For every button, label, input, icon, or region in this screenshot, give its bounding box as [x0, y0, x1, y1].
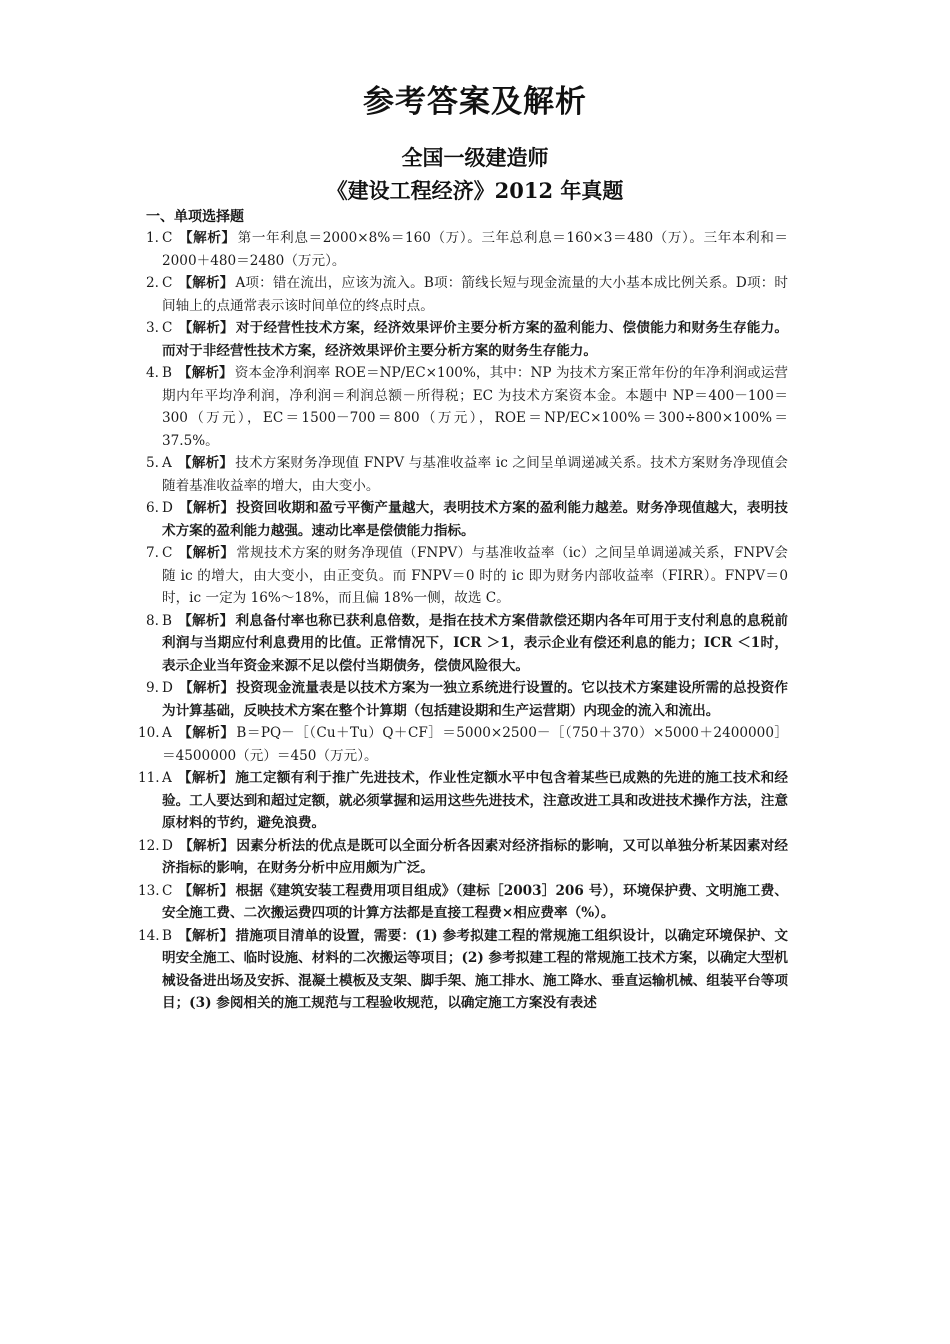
exam-category: 全国一级建造师	[401, 145, 549, 170]
analysis-text: 施工定额有利于推广先进技术，作业性定额水平中包含着某些已成熟的先进的施工技术和经验。工人要达到和超过定额，就必须掌握和运用这些先进技术，注意改进工具和改进技术操作方法，注意原材料的节约，避免浪费。	[162, 770, 789, 831]
analysis-tag: 【解析】	[178, 882, 234, 899]
answer-key: C	[162, 230, 173, 246]
answer-key: B	[162, 365, 172, 381]
answer-item	[146, 610, 788, 678]
answer-item	[146, 497, 788, 542]
answer-key: C	[162, 275, 173, 291]
analysis-tag: 【解析】	[178, 275, 234, 291]
answer-key: B	[162, 612, 172, 629]
answer-item	[138, 722, 788, 767]
answer-item	[146, 542, 788, 610]
analysis-text: 对于经营性技术方案，经济效果评价主要分析方案的盈利能力、偿债能力和财务生存能力。而对于非经营性技术方案，经济效果评价主要分析方案的财务生存能力。	[162, 320, 788, 359]
item-number: 8.	[146, 612, 159, 629]
answer-item	[146, 677, 788, 722]
item-number: 3.	[146, 320, 159, 336]
item-number: 14.	[138, 927, 160, 944]
item-number: 6.	[146, 500, 159, 516]
item-number: 9.	[146, 680, 159, 696]
analysis-text: 利息备付率也称已获利息倍数，是指在技术方案借款偿还期内各年可用于支付利息的息税前利润与当期应付利息费用的比值。正常情况下，ICR ＞1，表示企业有偿还利息的能力；ICR ＜1时，表示企业当年资金来源不足以偿付当期债务，偿债风险很大。	[162, 612, 788, 674]
answer-item	[138, 925, 788, 1015]
section-heading: 一、单项选择题	[146, 209, 244, 225]
answer-key: B	[162, 927, 172, 944]
analysis-tag: 【解析】	[178, 837, 235, 854]
item-number: 1.	[146, 230, 159, 246]
answer-item	[138, 880, 789, 925]
analysis-tag: 【解析】	[178, 500, 235, 516]
analysis-text: 投资回收期和盈亏平衡产量越大，表明技术方案的盈利能力越差。财务净现值越大，表明技术方案的盈利能力越强。速动比率是偿债能力指标。	[162, 500, 789, 539]
item-number: 7.	[146, 545, 159, 561]
answer-item	[146, 452, 788, 497]
answer-key: C	[162, 882, 173, 899]
analysis-text: 根据《建筑安装工程费用项目组成》（建标［2003］206 号），环境保护费、文明施工费、安全施工费、二次搬运费四项的计算方法都是直接工程费×相应费率（%）。	[162, 882, 789, 921]
answer-key: A	[162, 725, 172, 741]
answer-key: A	[162, 770, 172, 786]
analysis-tag: 【解析】	[178, 365, 233, 381]
answer-key: D	[162, 500, 173, 516]
item-number: 2.	[146, 275, 159, 291]
item-number: 12.	[138, 837, 160, 854]
page-title: 参考答案及解析	[363, 84, 587, 120]
item-number: 4.	[146, 365, 159, 381]
answer-key: A	[162, 455, 172, 471]
analysis-tag: 【解析】	[178, 230, 236, 246]
analysis-tag: 【解析】	[177, 455, 234, 471]
analysis-tag: 【解析】	[178, 545, 235, 561]
analysis-text: 技术方案财务净现值 FNPV 与基准收益率 iс 之间呈单调递减关系。技术方案财务净现值会随着基准收益率的增大，由大变小。	[162, 455, 789, 494]
answer-item	[146, 362, 788, 452]
answer-item	[146, 272, 788, 317]
analysis-text: A项：错在流出，应该为流入。B项：箭线长短与现金流量的大小基本成比例关系。D项：时间轴上的点通常表示该时间单位的终点时点。	[162, 275, 789, 314]
item-number: 5.	[146, 455, 159, 471]
analysis-tag: 【解析】	[178, 612, 234, 629]
analysis-text: 资本金净利润率 ROE＝NP/EC×100%，其中：NP 为技术方案正常年份的年净利润或运营期内年平均净利润，净利润＝利润总额－所得税；EC 为技术方案资本金。本题中 NP＝400－100＝300（万元），EC＝1500－700＝800（万元），ROE＝NP/EC×100%＝300÷800×100%＝37.5%。	[162, 365, 789, 449]
analysis-text: 因素分析法的优点是既可以全面分析各因素对经济指标的影响，又可以单独分析某因素对经济指标的影响，在财务分析中应用颇为广泛。	[162, 837, 789, 876]
analysis-text: 措施项目清单的设置，需要：(1) 参考拟建工程的常规施工组织设计，以确定环境保护、文明安全施工、临时设施、材料的二次搬运等项目；(2) 参考拟建工程的常规施工技术方案，以确定大型机械设备进出场及安拆、混凝土模板及支架、脚手架、施工排水、施工降水、垂直运输机械、组装平台等项目；(3) 参阅相关的施工规范与工程验收规范，以确定施工方案没有表述	[162, 927, 788, 1011]
analysis-tag: 【解析】	[178, 320, 234, 336]
item-number: 11.	[138, 770, 160, 786]
answer-key: C	[162, 320, 173, 336]
analysis-tag: 【解析】	[177, 725, 235, 741]
item-number: 13.	[138, 882, 160, 899]
exam-title: 《建设工程经济》2012 年真题	[326, 178, 624, 203]
analysis-text: 常规技术方案的财务净现值（FNPV）与基准收益率（iс）之间呈单调递减关系，FNPV会随 iс 的增大，由大变小，由正变负。而 FNPV＝0 时的 iс 即为财务内部收益率（FIRR）。FNPV＝0 时，iс 一定为 16%～18%，而且偏 18%一侧，故选 C。	[162, 545, 788, 606]
analysis-text: 第一年利息＝2000×8%＝160（万）。三年总利息＝160×3＝480（万）。三年本利和＝2000＋480＝2480（万元）。	[162, 230, 789, 269]
analysis-tag: 【解析】	[178, 680, 235, 696]
answer-key: C	[162, 545, 173, 561]
answer-key: D	[162, 837, 173, 854]
answer-item	[146, 227, 788, 272]
analysis-text: B＝PQ－［（Cu＋Tu）Q＋CF］＝5000×2500－［（750＋370）×5000＋2400000］＝4500000（元）＝450（万元）。	[162, 725, 788, 764]
answer-key: D	[162, 680, 173, 696]
analysis-tag: 【解析】	[177, 770, 234, 786]
analysis-text: 投资现金流量表是以技术方案为一独立系统进行设置的。它以技术方案建设所需的总投资作为计算基础，反映技术方案在整个计算期（包括建设期和生产运营期）内现金的流入和流出。	[162, 680, 789, 719]
answer-item	[146, 317, 788, 362]
answer-item	[138, 767, 789, 835]
analysis-tag: 【解析】	[178, 927, 234, 944]
answer-list	[138, 227, 789, 1015]
item-number: 10.	[138, 725, 160, 741]
answer-item	[138, 835, 789, 880]
